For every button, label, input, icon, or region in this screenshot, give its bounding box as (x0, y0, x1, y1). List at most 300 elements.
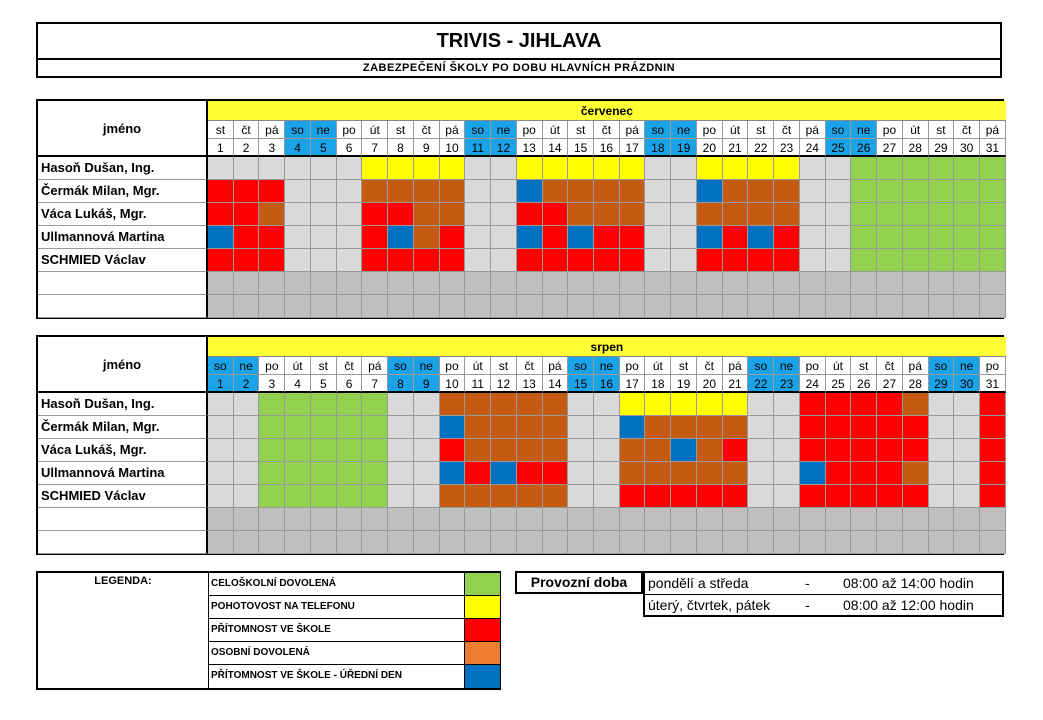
schedule-cell (697, 485, 723, 508)
schedule-cell (723, 226, 749, 249)
schedule-cell (877, 180, 903, 203)
schedule-cell (723, 249, 749, 272)
schedule-cell (568, 462, 594, 485)
schedule-cell (311, 531, 337, 554)
month-title: srpen (208, 337, 1006, 357)
schedule-cell (208, 295, 234, 318)
schedule-cell (980, 531, 1006, 554)
schedule-cell (671, 180, 697, 203)
day-number: 30 (954, 139, 980, 157)
schedule-cell (929, 226, 955, 249)
schedule-cell (929, 416, 955, 439)
schedule-cell (517, 531, 543, 554)
schedule-cell (620, 416, 646, 439)
schedule-cell (851, 203, 877, 226)
schedule-cell (954, 295, 980, 318)
schedule-cell (929, 531, 955, 554)
schedule-cell (929, 439, 955, 462)
weekday-header: čt (234, 121, 260, 139)
schedule-cell (697, 416, 723, 439)
weekday-header: čt (517, 357, 543, 375)
schedule-cell (645, 272, 671, 295)
schedule-cell (903, 508, 929, 531)
schedule-cell (465, 508, 491, 531)
schedule-cell (723, 508, 749, 531)
schedule-cell (568, 226, 594, 249)
weekday-header: út (723, 121, 749, 139)
schedule-cell (929, 272, 955, 295)
schedule-cell (208, 226, 234, 249)
day-number: 27 (877, 375, 903, 393)
legend-swatch (464, 665, 500, 688)
schedule-cell (414, 249, 440, 272)
document-subtitle: ZABEZPEČENÍ ŠKOLY PO DOBU HLAVNÍCH PRÁZDNIN (362, 62, 676, 74)
schedule-cell (774, 485, 800, 508)
schedule-cell (414, 272, 440, 295)
day-number: 5 (311, 375, 337, 393)
schedule-cell (877, 531, 903, 554)
schedule-cell (980, 393, 1006, 416)
schedule-cell (208, 249, 234, 272)
schedule-cell (980, 203, 1006, 226)
schedule-cell (259, 295, 285, 318)
day-number: 8 (388, 375, 414, 393)
employee-name: Čermák Milan, Mgr. (38, 416, 208, 439)
schedule-cell (723, 272, 749, 295)
weekday-header: st (311, 357, 337, 375)
schedule-cell (362, 485, 388, 508)
weekday-header: st (208, 121, 234, 139)
schedule-cell (594, 393, 620, 416)
schedule-cell (877, 272, 903, 295)
schedule-cell (774, 416, 800, 439)
schedule-cell (826, 249, 852, 272)
weekday-header: čt (774, 121, 800, 139)
weekday-header: po (800, 357, 826, 375)
legend-row (209, 596, 500, 619)
schedule-cell (903, 439, 929, 462)
weekday-header: čt (954, 121, 980, 139)
schedule-cell (543, 226, 569, 249)
day-number: 17 (620, 375, 646, 393)
day-number: 17 (620, 139, 646, 157)
schedule-cell (620, 272, 646, 295)
schedule-cell (645, 416, 671, 439)
schedule-cell (491, 157, 517, 180)
schedule-cell (440, 272, 466, 295)
schedule-cell (671, 485, 697, 508)
schedule-cell (440, 416, 466, 439)
day-number: 22 (748, 139, 774, 157)
schedule-cell (980, 272, 1006, 295)
schedule-cell (362, 203, 388, 226)
schedule-cell (337, 485, 363, 508)
schedule-cell (337, 226, 363, 249)
schedule-cell (517, 416, 543, 439)
name-column-header: jméno (38, 337, 208, 393)
day-number: 10 (440, 139, 466, 157)
opening-hours-row (645, 595, 1002, 616)
schedule-cell (337, 416, 363, 439)
schedule-cell (543, 180, 569, 203)
legend-swatch (464, 642, 500, 664)
schedule-cell (826, 393, 852, 416)
schedule-cell (645, 203, 671, 226)
schedule-cell (414, 226, 440, 249)
day-number: 25 (826, 375, 852, 393)
schedule-cell (259, 439, 285, 462)
schedule-cell (543, 416, 569, 439)
day-number: 14 (543, 139, 569, 157)
schedule-cell (671, 226, 697, 249)
schedule-cell (517, 508, 543, 531)
day-number: 12 (491, 375, 517, 393)
weekday-header: po (259, 357, 285, 375)
weekday-header: ne (414, 357, 440, 375)
day-number: 15 (568, 139, 594, 157)
schedule-cell (954, 249, 980, 272)
schedule-cell (929, 508, 955, 531)
schedule-cell (903, 272, 929, 295)
day-number: 2 (234, 139, 260, 157)
schedule-cell (491, 462, 517, 485)
weekday-header: pá (259, 121, 285, 139)
schedule-cell (929, 157, 955, 180)
schedule-cell (826, 462, 852, 485)
weekday-header: ne (234, 357, 260, 375)
schedule-cell (748, 462, 774, 485)
day-number: 4 (285, 139, 311, 157)
schedule-cell (388, 439, 414, 462)
schedule-cell (568, 249, 594, 272)
schedule-cell (851, 180, 877, 203)
weekday-header: ne (954, 357, 980, 375)
day-number: 4 (285, 375, 311, 393)
employee-name (38, 295, 208, 318)
schedule-cell (285, 462, 311, 485)
schedule-cell (671, 508, 697, 531)
weekday-header: pá (800, 121, 826, 139)
schedule-cell (568, 416, 594, 439)
schedule-cell (774, 226, 800, 249)
schedule-cell (259, 203, 285, 226)
schedule-cell (645, 485, 671, 508)
schedule-cell (723, 462, 749, 485)
legend-row (209, 642, 500, 665)
schedule-cell (774, 157, 800, 180)
legend-swatch (464, 596, 500, 618)
schedule-cell (877, 393, 903, 416)
schedule-cell (851, 485, 877, 508)
schedule-cell (877, 439, 903, 462)
weekday-header: pá (440, 121, 466, 139)
schedule-cell (594, 157, 620, 180)
schedule-cell (517, 249, 543, 272)
schedule-cell (594, 295, 620, 318)
day-number: 27 (877, 139, 903, 157)
schedule-cell (980, 416, 1006, 439)
schedule-cell (877, 416, 903, 439)
schedule-cell (800, 180, 826, 203)
employee-name: Ullmannová Martina (38, 226, 208, 249)
day-number: 13 (517, 139, 543, 157)
weekday-header: ne (491, 121, 517, 139)
schedule-cell (362, 180, 388, 203)
schedule-cell (748, 393, 774, 416)
schedule-cell (440, 393, 466, 416)
schedule-cell (491, 226, 517, 249)
schedule-cell (517, 226, 543, 249)
day-number: 16 (594, 139, 620, 157)
schedule-cell (285, 531, 311, 554)
schedule-cell (388, 249, 414, 272)
employee-name: SCHMIED Václav (38, 249, 208, 272)
schedule-cell (491, 203, 517, 226)
schedule-cell (800, 272, 826, 295)
day-number: 10 (440, 375, 466, 393)
schedule-cell (208, 485, 234, 508)
schedule-cell (903, 485, 929, 508)
schedule-cell (748, 249, 774, 272)
schedule-cell (208, 203, 234, 226)
schedule-cell (877, 203, 903, 226)
day-number: 22 (748, 375, 774, 393)
schedule-cell (851, 295, 877, 318)
day-number: 31 (980, 375, 1006, 393)
schedule-cell (954, 393, 980, 416)
schedule-cell (800, 439, 826, 462)
schedule-cell (362, 295, 388, 318)
schedule-cell (645, 180, 671, 203)
schedule-cell (414, 295, 440, 318)
schedule-cell (851, 157, 877, 180)
weekday-header: pá (543, 357, 569, 375)
schedule-cell (697, 393, 723, 416)
day-number: 18 (645, 139, 671, 157)
schedule-cell (774, 272, 800, 295)
schedule-cell (234, 439, 260, 462)
schedule-cell (440, 180, 466, 203)
schedule-cell (748, 226, 774, 249)
weekday-header: po (337, 121, 363, 139)
schedule-cell (465, 295, 491, 318)
schedule-cell (851, 508, 877, 531)
schedule-cell (826, 531, 852, 554)
opening-hours-time: 08:00 až 12:00 hodin (843, 597, 974, 613)
schedule-cell (748, 203, 774, 226)
schedule-cell (671, 295, 697, 318)
schedule-cell (774, 393, 800, 416)
schedule-cell (929, 485, 955, 508)
schedule-cell (517, 393, 543, 416)
schedule-cell (543, 462, 569, 485)
schedule-cell (208, 157, 234, 180)
weekday-header: čt (337, 357, 363, 375)
schedule-cell (748, 508, 774, 531)
schedule-cell (877, 249, 903, 272)
schedule-cell (543, 272, 569, 295)
day-number: 9 (414, 139, 440, 157)
schedule-cell (826, 439, 852, 462)
schedule-cell (465, 462, 491, 485)
schedule-cell (543, 439, 569, 462)
schedule-cell (208, 462, 234, 485)
schedule-cell (362, 508, 388, 531)
schedule-cell (800, 249, 826, 272)
weekday-header: ne (311, 121, 337, 139)
day-number: 5 (311, 139, 337, 157)
schedule-cell (594, 272, 620, 295)
schedule-cell (414, 157, 440, 180)
opening-hours-dash: - (805, 575, 810, 591)
weekday-header: po (877, 121, 903, 139)
schedule-cell (234, 393, 260, 416)
day-number: 26 (851, 375, 877, 393)
day-number: 11 (465, 139, 491, 157)
schedule-cell (954, 508, 980, 531)
schedule-cell (903, 226, 929, 249)
schedule-cell (362, 416, 388, 439)
schedule-cell (543, 508, 569, 531)
legend-label: OSOBNÍ DOVOLENÁ (211, 647, 310, 658)
schedule-cell (594, 226, 620, 249)
schedule-cell (568, 157, 594, 180)
schedule-cell (388, 272, 414, 295)
schedule-cell (671, 393, 697, 416)
schedule-cell (697, 226, 723, 249)
weekday-header: út (826, 357, 852, 375)
day-number: 23 (774, 139, 800, 157)
schedule-cell (620, 393, 646, 416)
legend-row (209, 665, 500, 688)
schedule-cell (388, 295, 414, 318)
day-number: 29 (929, 139, 955, 157)
schedule-cell (877, 295, 903, 318)
schedule-cell (723, 295, 749, 318)
day-number: 11 (465, 375, 491, 393)
schedule-cell (594, 416, 620, 439)
schedule-cell (851, 272, 877, 295)
schedule-cell (517, 157, 543, 180)
schedule-cell (980, 249, 1006, 272)
schedule-cell (414, 508, 440, 531)
schedule-cell (697, 249, 723, 272)
schedule-cell (234, 272, 260, 295)
legend-title: LEGENDA: (94, 575, 152, 587)
schedule-cell (748, 180, 774, 203)
schedule-cell (851, 462, 877, 485)
schedule-cell (259, 508, 285, 531)
schedule-cell (440, 439, 466, 462)
schedule-cell (980, 180, 1006, 203)
day-number: 2 (234, 375, 260, 393)
schedule-cell (903, 249, 929, 272)
day-number: 6 (337, 139, 363, 157)
legend-row (209, 573, 500, 596)
schedule-cell (954, 203, 980, 226)
schedule-cell (259, 485, 285, 508)
schedule-cell (208, 416, 234, 439)
schedule-cell (311, 157, 337, 180)
schedule-cell (826, 226, 852, 249)
schedule-cell (543, 295, 569, 318)
schedule-cell (259, 157, 285, 180)
schedule-cell (337, 180, 363, 203)
schedule-cell (208, 393, 234, 416)
schedule-cell (954, 462, 980, 485)
schedule-cell (517, 439, 543, 462)
schedule-cell (774, 203, 800, 226)
schedule-cell (337, 462, 363, 485)
schedule-cell (903, 416, 929, 439)
schedule-cell (929, 393, 955, 416)
schedule-cell (234, 462, 260, 485)
schedule-cell (954, 485, 980, 508)
schedule-cell (748, 295, 774, 318)
schedule-cell (259, 416, 285, 439)
schedule-cell (311, 226, 337, 249)
day-number: 20 (697, 139, 723, 157)
schedule-cell (620, 462, 646, 485)
schedule-cell (543, 393, 569, 416)
schedule-cell (800, 393, 826, 416)
schedule-cell (980, 508, 1006, 531)
schedule-cell (800, 531, 826, 554)
schedule-cell (388, 203, 414, 226)
legend-rows (208, 573, 500, 688)
opening-hours-dash: - (805, 597, 810, 613)
schedule-cell (671, 203, 697, 226)
day-number: 25 (826, 139, 852, 157)
schedule-cell (851, 226, 877, 249)
legend-row (209, 619, 500, 642)
schedule-cell (697, 462, 723, 485)
schedule-cell (285, 203, 311, 226)
schedule-cell (234, 531, 260, 554)
schedule-cell (311, 249, 337, 272)
schedule-cell (234, 416, 260, 439)
schedule-cell (800, 416, 826, 439)
schedule-cell (388, 531, 414, 554)
schedule-cell (543, 157, 569, 180)
schedule-cell (620, 249, 646, 272)
day-number: 7 (362, 139, 388, 157)
employee-name: Ullmannová Martina (38, 462, 208, 485)
schedule-cell (440, 485, 466, 508)
weekday-header: čt (877, 357, 903, 375)
schedule-cell (723, 416, 749, 439)
schedule-cell (954, 416, 980, 439)
schedule-cell (285, 295, 311, 318)
employee-name: Váca Lukáš, Mgr. (38, 203, 208, 226)
day-number: 6 (337, 375, 363, 393)
schedule-cell (954, 157, 980, 180)
schedule-cell (568, 295, 594, 318)
schedule-cell (234, 226, 260, 249)
weekday-header: po (517, 121, 543, 139)
weekday-header: pá (362, 357, 388, 375)
schedule-cell (748, 531, 774, 554)
schedule-cell (594, 485, 620, 508)
schedule-cell (620, 157, 646, 180)
schedule-cell (465, 393, 491, 416)
schedule-cell (645, 462, 671, 485)
schedule-cell (620, 531, 646, 554)
schedule-cell (594, 439, 620, 462)
day-number: 24 (800, 139, 826, 157)
schedule-cell (800, 295, 826, 318)
weekday-header: st (388, 121, 414, 139)
